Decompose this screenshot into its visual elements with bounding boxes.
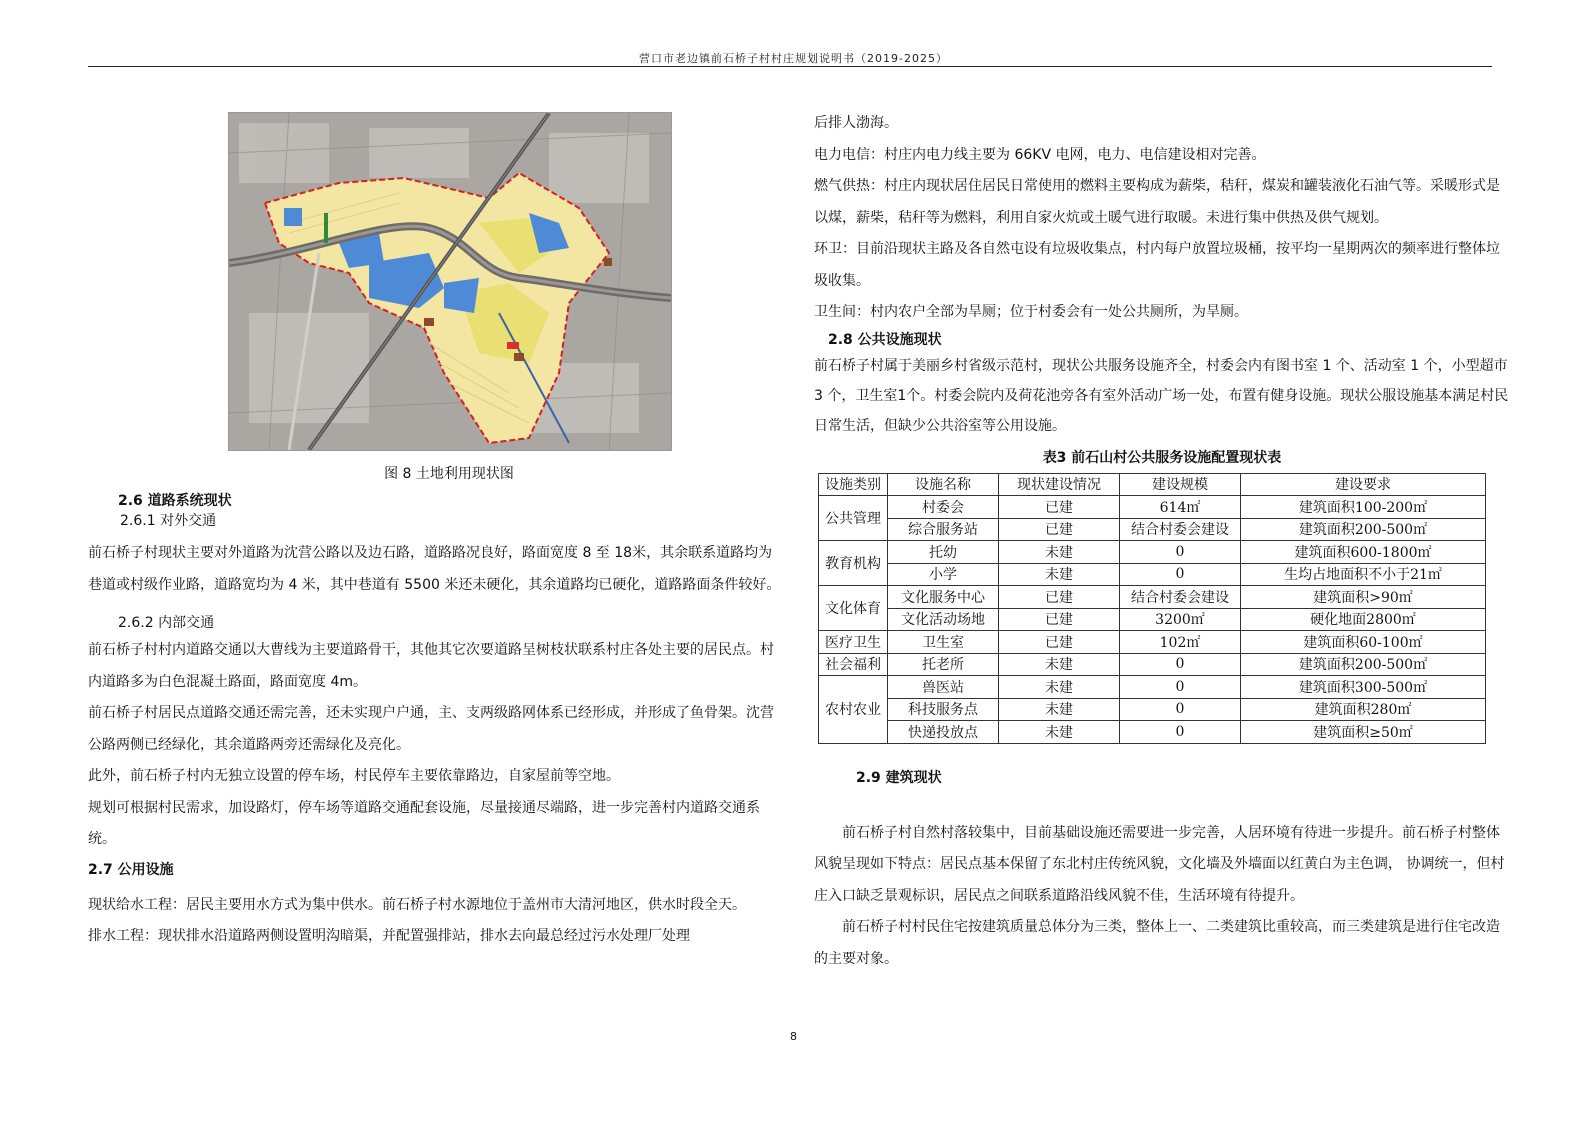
status-cell: 未建 — [999, 721, 1120, 744]
table-row — [819, 586, 1486, 609]
section-2-6-2-paragraph-4: 规划可根据村民需求，加设路灯，停车场等道路交通配套设施，尽量接通尽端路，进一步完善村内道路交通系统。 — [88, 799, 760, 847]
requirement-cell: 建筑面积200-500㎡ — [1241, 518, 1486, 541]
figure-caption: 图 8 土地利用现状图 — [384, 466, 514, 482]
table-row — [819, 541, 1486, 564]
continued-paragraph: 后排人渤海。 — [814, 115, 898, 131]
requirement-cell: 建筑面积100-200㎡ — [1241, 496, 1486, 519]
requirement-cell: 建筑面积280㎡ — [1241, 698, 1486, 721]
status-cell: 未建 — [999, 698, 1120, 721]
facility-name-cell: 托幼 — [888, 541, 999, 564]
section-2-7-paragraph-1: 现状给水工程：居民主要用水方式为集中供水。前石桥子村水源地位于盖州市大清河地区，供水时段全天。 — [88, 896, 746, 913]
table-row — [819, 496, 1486, 519]
gas-heating-paragraph: 燃气供热：村庄内现状居住居民日常使用的燃料主要构成为薪柴，秸秆，煤炭和罐装液化石油气等。采暖形式是以煤，薪柴，秸秆等为燃料，利用自家火炕或土暖气进行取暖。未进行集中供热及供气规划。 — [814, 178, 1500, 226]
status-cell: 已建 — [999, 496, 1120, 519]
table-row — [819, 608, 1486, 631]
status-cell: 未建 — [999, 541, 1120, 564]
section-2-6-2-paragraph-3: 此外，前石桥子村内无独立设置的停车场，村民停车主要依靠路边，自家屋前等空地。 — [88, 768, 620, 784]
table-header-cell: 建设要求 — [1241, 473, 1486, 496]
page-number: 8 — [790, 1030, 797, 1043]
facility-name-cell: 文化活动场地 — [888, 608, 999, 631]
land-use-map — [228, 112, 672, 451]
category-cell: 农村农业 — [819, 676, 888, 744]
facility-name-cell: 快递投放点 — [888, 721, 999, 744]
status-cell: 已建 — [999, 608, 1120, 631]
requirement-cell: 生均占地面积不小于21㎡ — [1241, 563, 1486, 586]
section-2-9-paragraph-2: 前石桥子村村民住宅按建筑质量总体分为三类，整体上一、二类建筑比重较高，而三类建筑是进行住宅改造的主要对象。 — [814, 919, 1500, 967]
requirement-cell: 建筑面积≥50㎡ — [1241, 721, 1486, 744]
scale-cell: 614㎡ — [1120, 496, 1241, 519]
section-2-6-1-paragraph: 前石桥子村现状主要对外道路为沈营公路以及边石路，道路路况良好，路面宽度 8 至 18米，其余联系道路均为巷道或村级作业路，道路宽均为 4 米，其中巷道有 5500 米还未硬化，其余道路均已硬化，道路路面条件较好。 — [88, 545, 781, 593]
table-row — [819, 563, 1486, 586]
category-cell: 社会福利 — [819, 653, 888, 676]
scale-cell: 结合村委会建设 — [1120, 586, 1241, 609]
category-cell: 公共管理 — [819, 496, 888, 541]
scale-cell: 102㎡ — [1120, 631, 1241, 654]
section-2-6-2-paragraph-2: 前石桥子村居民点道路交通还需完善，还未实现户户通，主、支两级路网体系已经形成，并形成了鱼骨架。沈营公路两侧已经绿化，其余道路两旁还需绿化及亮化。 — [88, 705, 774, 753]
requirement-cell: 建筑面积300-500㎡ — [1241, 676, 1486, 699]
section-2-8-title: 2.8 公共设施现状 — [828, 331, 942, 348]
status-cell: 未建 — [999, 563, 1120, 586]
facility-name-cell: 小学 — [888, 563, 999, 586]
section-2-6-2-title: 2.6.2 内部交通 — [118, 615, 215, 631]
status-cell: 未建 — [999, 653, 1120, 676]
section-2-7-title: 2.7 公用设施 — [88, 861, 174, 878]
table-row — [819, 721, 1486, 744]
status-cell: 已建 — [999, 518, 1120, 541]
left-column — [88, 492, 782, 953]
requirement-cell: 建筑面积600-1800㎡ — [1241, 541, 1486, 564]
scale-cell: 0 — [1120, 721, 1241, 744]
section-2-7-paragraph-2: 排水工程：现状排水沿道路两侧设置明沟暗渠，并配置强排站，排水去向最总经过污水处理厂处理 — [88, 928, 690, 944]
facility-name-cell: 文化服务中心 — [888, 586, 999, 609]
requirement-cell: 建筑面积200-500㎡ — [1241, 653, 1486, 676]
table-header-cell: 设施名称 — [888, 473, 999, 496]
facility-name-cell: 村委会 — [888, 496, 999, 519]
scale-cell: 0 — [1120, 676, 1241, 699]
sanitation-paragraph: 环卫：目前沿现状主路及各自然屯设有垃圾收集点，村内每户放置垃圾桶，按平均一星期两次的频率进行整体垃圾收集。 — [814, 241, 1500, 289]
facility-name-cell: 兽医站 — [888, 676, 999, 699]
table-row — [819, 698, 1486, 721]
table-header-cell: 现状建设情况 — [999, 473, 1120, 496]
table-header-row — [819, 473, 1486, 496]
section-2-6-2-paragraph-1: 前石桥子村村内道路交通以大曹线为主要道路骨干，其他其它次要道路呈树枝状联系村庄各处主要的居民点。村内道路多为白色混凝土路面，路面宽度 4m。 — [88, 642, 774, 690]
status-cell: 已建 — [999, 631, 1120, 654]
scale-cell: 0 — [1120, 563, 1241, 586]
scale-cell: 0 — [1120, 698, 1241, 721]
table-row — [819, 653, 1486, 676]
power-telecom-paragraph: 电力电信：村庄内电力线主要为 66KV 电网，电力、电信建设相对完善。 — [814, 146, 1266, 163]
facility-name-cell: 综合服务站 — [888, 518, 999, 541]
table-row — [819, 518, 1486, 541]
requirement-cell: 建筑面积60-100㎡ — [1241, 631, 1486, 654]
scale-cell: 3200㎡ — [1120, 608, 1241, 631]
facility-name-cell: 托老所 — [888, 653, 999, 676]
right-column — [814, 108, 1510, 975]
table-header-cell: 建设规模 — [1120, 473, 1241, 496]
facility-name-cell: 科技服务点 — [888, 698, 999, 721]
category-cell: 文化体育 — [819, 586, 888, 631]
section-2-9-paragraph-1: 前石桥子村自然村落较集中，目前基础设施还需要进一步完善，人居环境有待进一步提升。前石桥子村整体风貌呈现如下特点：居民点基本保留了东北村庄传统风貌，文化墙及外墙面以红黄白为主色调， 协调统一，但村庄入口缺乏景观标识，居民点之间联系道路沿线风貌不佳，生活环境有待提升。 — [814, 824, 1505, 904]
scale-cell: 0 — [1120, 541, 1241, 564]
section-2-8-paragraph: 前石桥子村属于美丽乡村省级示范村，现状公共服务设施齐全，村委会内有图书室 1 个、活动室 1 个，小型超市 3 个，卫生室1个。村委会院内及荷花池旁各有室外活动广场一处，布置有健身设施。现状公服设施基本满足村民日常生活，但缺少公共浴室等公用设施。 — [814, 357, 1509, 434]
table-header-cell: 设施类别 — [819, 473, 888, 496]
status-cell: 已建 — [999, 586, 1120, 609]
requirement-cell: 建筑面积>90㎡ — [1241, 586, 1486, 609]
scale-cell: 0 — [1120, 653, 1241, 676]
section-2-9-title: 2.9 建筑现状 — [856, 769, 942, 786]
facilities-table — [818, 473, 1486, 744]
requirement-cell: 硬化地面2800㎡ — [1241, 608, 1486, 631]
section-2-6-title: 2.6 道路系统现状 — [118, 493, 232, 509]
table-row — [819, 676, 1486, 699]
table-title: 表3 前石山村公共服务设施配置现状表 — [1042, 449, 1282, 466]
category-cell: 教育机构 — [819, 541, 888, 586]
status-cell: 未建 — [999, 676, 1120, 699]
category-cell: 医疗卫生 — [819, 631, 888, 654]
running-header: 营口市老边镇前石桥子村村庄规划说明书（2019-2025） — [639, 52, 948, 65]
header-divider — [88, 66, 1492, 67]
scale-cell: 结合村委会建设 — [1120, 518, 1241, 541]
facility-name-cell: 卫生室 — [888, 631, 999, 654]
section-2-6-1-title: 2.6.1 对外交通 — [120, 513, 217, 529]
table-row — [819, 631, 1486, 654]
toilet-paragraph: 卫生间：村内农户全部为旱厕；位于村委会有一处公共厕所，为旱厕。 — [814, 304, 1248, 320]
land-use-map-graphic — [229, 113, 671, 450]
